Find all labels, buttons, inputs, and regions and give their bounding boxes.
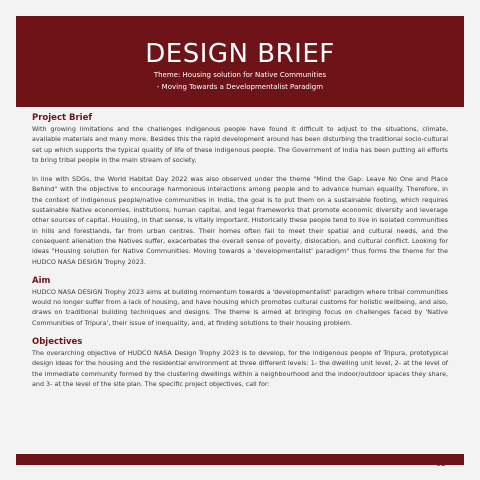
project-brief-heading: Project Brief <box>32 113 93 123</box>
content <box>32 113 448 389</box>
project-brief-paragraph-2: In line with SDGs, the World Habitat Day 2022 was also observed under the theme "Mind the Gap: Leave No One and Place Behind" with the objective to encourage harmonious interactions among people and to advance human equality. Therefore, in the context of indigenous people/native communities in India, the goal is to put them on a sustainable footing, which requires sustainable Native economies, institutions, human capital, and legal frameworks that promote economic diversity and leverage other sources of capital. Housing, in that sense, is vitally important. Historically these people tend to live in isolated communities in hills and forestlands, far from urban centres. Their homes often fail to meet their spatial and cultural needs, and the consequent alienation the Natives suffer, exacerbates the overall sense of poverty, dislocation, and cultural conflict. Looking for ideas "Housing solution for Native Communities: Moving towards a 'developmentalist' paradigm" thus forms the theme for the HUDCO NASA DESIGN Trophy 2023. <box>32 175 448 266</box>
theme-line-2: - Moving Towards a Developmentalist Paradigm <box>156 83 324 91</box>
header-banner <box>16 16 464 107</box>
project-brief-paragraph-1: With growing limitations and the challenges indigenous people have found it difficult to adjust to the situations, climate, available materials and many more. Besides this the rapid development around has been disturbing the traditional socio-cultural set up which supports the typical quality of life of these indigenous people. The Government of India has been putting all efforts to bring tribal people in the main stream of society. <box>32 125 448 164</box>
objectives-paragraph: The overarching objective of HUDCO NASA Design Trophy 2023 is to develop, for the indigenous people of Tripura, prototypical design ideas for the housing and the residential environment at three different levels: 1- the dwelling unit level, 2- at the level of the immediate community formed by the clustering dwellings within a neighbourhood and the indoor/outdoor spaces they share, and 3- at the level of the site plan. The specific project objectives, call for: <box>32 349 448 388</box>
page-number: 02 <box>435 459 446 468</box>
aim-paragraph: HUDCO NASA DESIGN Trophy 2023 aims at building momentum towards a 'developmentalist' paradigm where tribal communities would no longer suffer from a lack of housing, and have housing which promotes cultural customs for holistic wellbeing, and also, draws on traditional building techniques and designs. The theme is aimed at bringing focus on challenges faced by 'Native Communities of Tripura', their issue of inequality, and, at finding solutions to their housing problem. <box>32 287 448 327</box>
objectives-heading: Objectives <box>32 337 83 348</box>
page-title: DESIGN BRIEF <box>145 39 335 69</box>
theme-line-1: Theme: Housing solution for Native Communities <box>153 71 327 79</box>
footer-bar <box>16 454 464 465</box>
aim-heading: Aim <box>32 275 51 286</box>
